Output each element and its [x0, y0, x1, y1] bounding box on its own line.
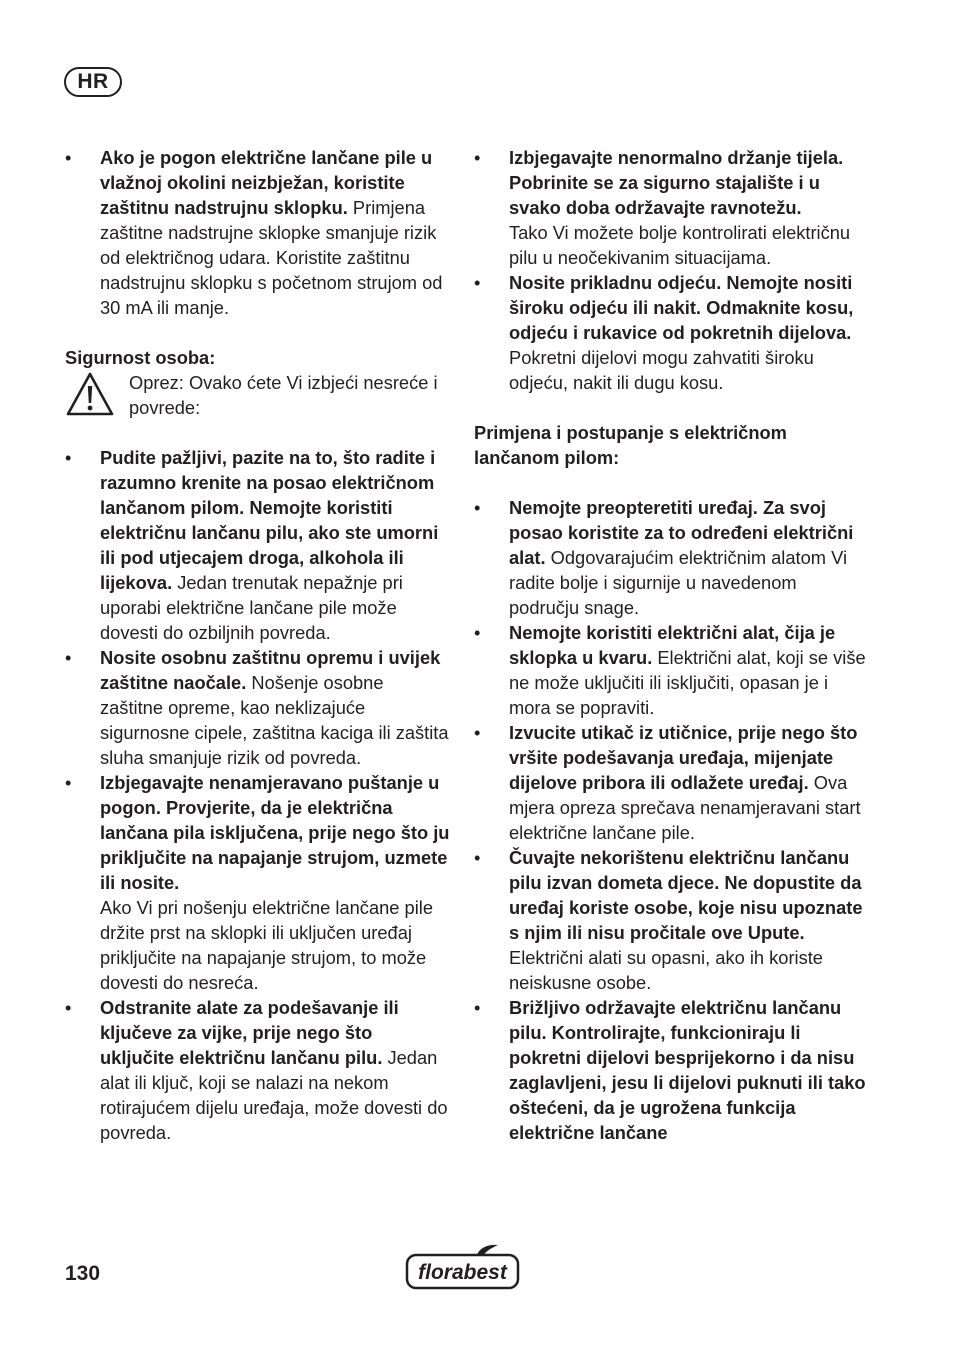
page-number: 130 [65, 1262, 101, 1285]
bullet-icon: • [474, 722, 481, 743]
bullet-icon: • [65, 447, 72, 468]
item-text: Jedan trenutak nepažnje pri uporabi električne lančane pile može dovesti do ozbiljnih povreda. [100, 572, 403, 643]
list-item [474, 720, 866, 845]
warning-text: Oprez: Ovako ćete Vi izbjeći nesreće i povrede: [129, 372, 438, 418]
left-column [65, 145, 450, 1145]
item-bold: Nemojte koristiti električni alat, čija je sklopka u kvaru. [509, 622, 836, 668]
bullet-icon: • [474, 622, 481, 643]
bullet-icon: • [65, 147, 72, 168]
item-bold: Brižljivo održavajte električnu lančanu pilu. Kontrolirajte, funkcioniraju li pokretni dijelovi besprijekorno i da nisu zaglavljeni, jesu li dijelovi puknuti ili tako oštećeni, da je ugrožena funkcija električne lančane [509, 997, 866, 1143]
item-bold: Nosite osobnu zaštitnu opremu i uvijek zaštitne naočale. [100, 647, 441, 693]
language-badge [64, 67, 122, 97]
item-bold: Izvucite utikač iz utičnice, prije nego što vršite podešavanja uređaja, mijenjate dijelove pribora ili odlažete uređaj. [509, 722, 858, 793]
list-item [474, 270, 866, 395]
florabest-logo [405, 1243, 520, 1291]
item-bold: Čuvajte nekorištenu električnu lančanu pilu izvan dometa djece. Ne dopustite da uređaj koriste osobe, koje nisu upoznate s njim ili nisu pročitale ove Upute. [509, 847, 863, 943]
brand-text: florabest [418, 1261, 507, 1284]
item-text: Ako Vi pri nošenju električne lančane pile držite prst na sklopki ili uključen uređaj priključite na napajanje strujom, to može dovesti do nesreća. [100, 897, 433, 993]
item-bold: Nosite prikladnu odjeću. Nemojte nositi široku odjeću ili nakit. Odmaknite kosu, odjeću i rukavice od pokretnih dijelova. [509, 272, 854, 343]
warning-triangle-icon [65, 371, 115, 417]
item-text: Odgovarajućim električnim alatom Vi radite bolje i sigurnije u navedenom području snage. [509, 547, 848, 618]
bullet-icon: • [474, 847, 481, 868]
item-bold: Pudite pažljivi, pazite na to, što radite i razumno krenite na posao električnom lančanom pilom. Nemojte koristiti električnu lančanu pilu, ako ste umorni ili pod utjecajem droga, alkohola ili lijekova. [100, 447, 439, 593]
list-item [474, 495, 866, 620]
section-title: Primjena i postupanje s električnom lančanom pilom: [474, 422, 787, 468]
item-bold: Izbjegavajte nenormalno držanje tijela. Pobrinite se za sigurno stajalište i u svako doba održavajte ravnotežu. [509, 147, 844, 218]
item-bold: Izbjegavajte nenamjeravano puštanje u pogon. Provjerite, da je električna lančana pila isključena, prije nego što ju priključite na napajanje strujom, uzmete ili nosite. [100, 772, 450, 893]
list-item [65, 995, 450, 1145]
item-text: Električni alat, koji se više ne može uključiti ili isključiti, opasan je i mora se popraviti. [509, 647, 866, 718]
bullet-icon: • [65, 647, 72, 668]
item-text: Primjena zaštitne nadstrujne sklopke smanjuje rizik od električnog udara. Koristite zaštitnu nadstrujnu sklopku s početnom strujom od 30 mA ili manje. [100, 197, 443, 318]
section-title: Sigurnost osoba: [65, 347, 216, 368]
list-item [474, 145, 866, 270]
bullet-icon: • [65, 997, 72, 1018]
item-text: Tako Vi možete bolje kontrolirati električnu pilu u neočekivanim situacijama. [509, 222, 851, 268]
item-bold: Odstranite alate za podešavanje ili ključeve za vijke, prije nego što uključite električnu lančanu pilu. [100, 997, 399, 1068]
bullet-icon: • [65, 772, 72, 793]
list-item [65, 145, 450, 320]
list-item [474, 620, 866, 720]
language-code: HR [77, 70, 109, 93]
item-bold: Nemojte preopteretiti uređaj. Za svoj posao koristite za to određeni električni alat. [509, 497, 854, 568]
warning-notice [65, 370, 450, 420]
list-item [474, 995, 866, 1145]
item-text: Jedan alat ili ključ, koji se nalazi na nekom rotirajućem dijelu uređaja, može dovesti do povreda. [100, 1047, 448, 1143]
list-item [65, 445, 450, 645]
list-item [65, 770, 450, 995]
right-column [474, 145, 866, 1145]
bullet-icon: • [474, 272, 481, 293]
list-item [65, 645, 450, 770]
bullet-icon: • [474, 497, 481, 518]
item-text: Električni alati su opasni, ako ih koriste neiskusne osobe. [509, 947, 823, 993]
item-text: Nošenje osobne zaštitne opreme, kao neklizajuće sigurnosne cipele, zaštitna kaciga ili zaštita sluha smanjuje rizik od povreda. [100, 672, 449, 768]
item-text: Pokretni dijelovi mogu zahvatiti široku odjeću, nakit ili dugu kosu. [509, 347, 814, 393]
list-item [474, 845, 866, 995]
item-text: Ova mjera opreza sprečava nenamjeravani start električne lančane pile. [509, 772, 861, 843]
bullet-icon: • [474, 147, 481, 168]
item-bold: Ako je pogon električne lančane pile u vlažnoj okolini neizbježan, koristite zaštitnu nadstrujnu sklopku. [100, 147, 433, 218]
bullet-icon: • [474, 997, 481, 1018]
